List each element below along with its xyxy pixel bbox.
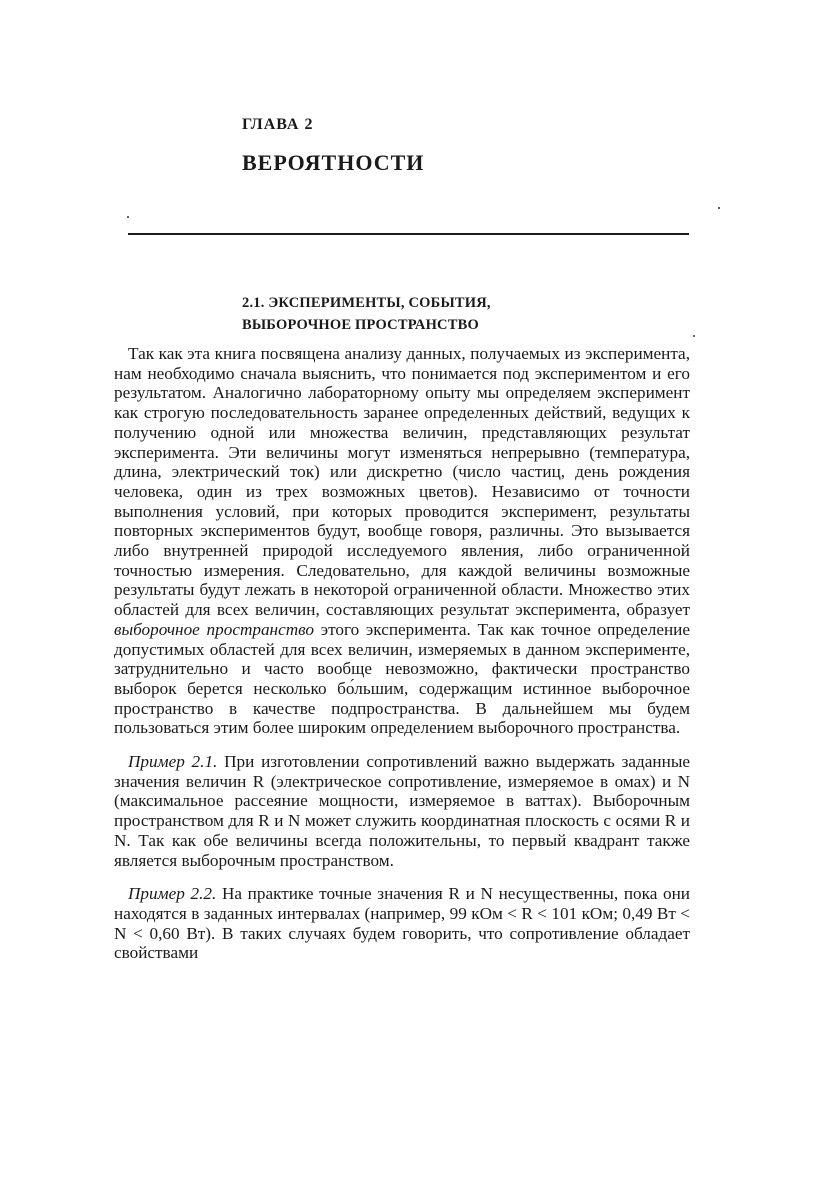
section-heading-line2: ВЫБОРОЧНОЕ ПРОСТРАНСТВО [242, 317, 479, 333]
section-heading [242, 292, 491, 336]
section-heading-line1: 2.1. ЭКСПЕРИМЕНТЫ, СОБЫТИЯ, [242, 295, 491, 311]
paragraph-1 [114, 344, 690, 738]
chapter-title: ВЕРОЯТНОСТИ [242, 150, 425, 175]
body-text [114, 344, 690, 963]
chapter-label: ГЛАВА 2 [242, 116, 314, 133]
print-speck [127, 216, 129, 218]
example-2-2 [114, 884, 690, 963]
print-speck [693, 335, 695, 337]
paragraph-1-part1: Так как эта книга посвящена анализу данных, получаемых из эксперимента, нам необходимо сначала выяснить, что понимается под экспериментом и его результатом. Аналогично лабораторному опыту мы определяем эксперимент как строгую последовательность заранее определенных действий, ведущих к получению одной или множества величин, представляющих результат эксперимента. Эти величины могут изменяться непрерывно (температура, длина, электрический ток) или дискретно (число частиц, день рождения человека, один из трех возможных цветов). Независимо от точности выполнения условий, при которых проводится эксперимент, результаты повторных экспериментов будут, вообще говоря, различны. Это вызывается либо внутренней природой исследуемого явления, либо ограниченной точностью измерения. Следовательно, для каждой величины возможные результаты будут лежать в некоторой ограниченной области. Множество этих областей для всех величин, составляющих результат эксперимента, образует [114, 344, 690, 620]
paragraph-1-part2: этого эксперимента. Так как точное определение допустимых областей для всех величин, измеряемых в данном эксперименте, затруднительно и часто вообще невозможно, фактически пространство выборок берется несколько бо́льшим, содержащим истинное выборочное пространство в качестве подпространства. В дальнейшем мы будем пользоваться этим более широким определением выборочного пространства. [114, 619, 690, 738]
example-2-1-text: При изготовлении сопротивлений важно выдержать заданные значения величин R (электрическое сопротивление, измеряемое в омах) и N (максимальное рассеяние мощности, измеряемое в ваттах). Выборочным пространством для R и N может служить координатная плоскость с осями R и N. Так как обе величины всегда положительны, то первый квадрант также является выборочным пространством. [114, 752, 691, 870]
term-sample-space: выборочное пространство [114, 619, 314, 639]
example-2-1 [114, 752, 690, 870]
example-2-2-label: Пример 2.2. [128, 884, 217, 904]
print-speck [718, 207, 720, 209]
example-2-1-label: Пример 2.1. [128, 752, 218, 772]
chapter-divider [128, 233, 689, 235]
example-2-2-text: На практике точные значения R и N несущественны, пока они находятся в заданных интервалах (например, 99 кОм < R < 101 кОм; 0,49 Вт < N < 0,60 Вт). В таких случаях будем говорить, что сопротивление обладает свойствами [114, 884, 691, 963]
